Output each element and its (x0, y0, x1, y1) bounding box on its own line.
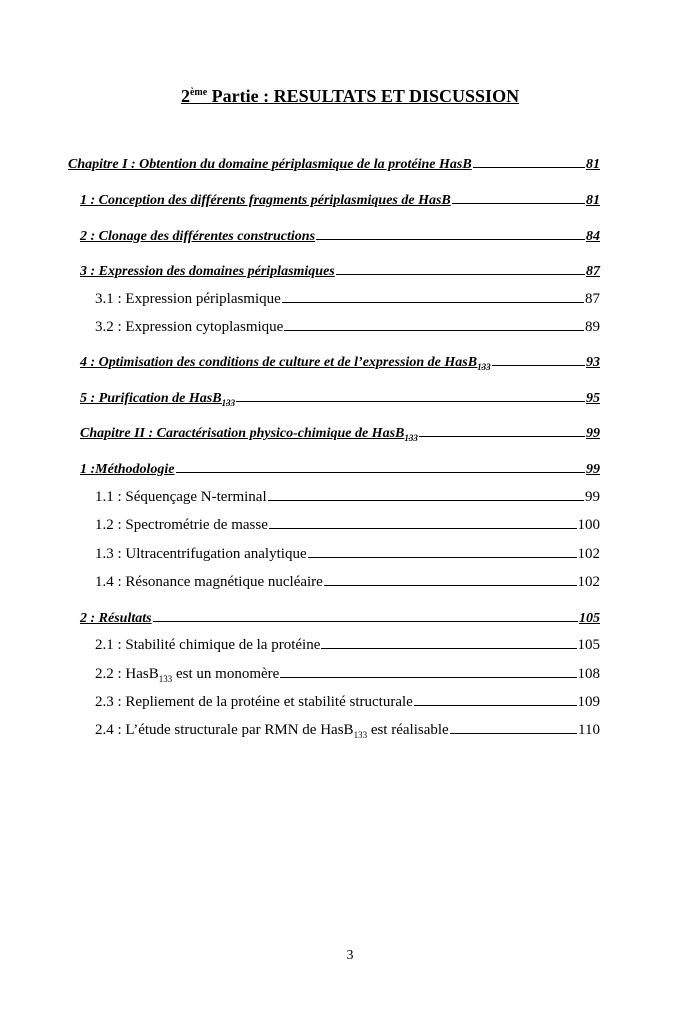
toc-page-number: 108 (577, 666, 600, 682)
toc-entry-text: 2.3 : Repliement de la protéine et stabilité structurale (95, 694, 413, 710)
toc-subsection-1-1[interactable] (95, 486, 600, 506)
toc-subscript: 133 (404, 432, 418, 443)
toc-section-resultats[interactable] (80, 607, 600, 627)
toc-chapter-1[interactable] (68, 153, 600, 173)
toc-section-5[interactable] (80, 387, 600, 407)
toc-entry-text: 2 : Résultats (80, 611, 152, 626)
toc-entry-text-after: est réalisable (367, 722, 449, 738)
toc-subsection-3-2[interactable] (95, 316, 600, 336)
toc-section-2[interactable] (80, 225, 600, 245)
toc-subscript: 133 (221, 397, 236, 408)
toc-entry-text: 3.2 : Expression cytoplasmique (95, 319, 284, 335)
toc-page-number: 99 (585, 489, 600, 505)
toc-leader (153, 607, 578, 622)
toc-entry-text: 3.1 : Expression périplasmique (95, 291, 281, 307)
toc-entry-text: 2.4 : L’étude structurale par RMN de HasB (95, 722, 354, 738)
toc-page-number: 87 (586, 264, 600, 279)
toc-leader (284, 316, 584, 331)
title-text: Partie : RESULTATS ET DISCUSSION (211, 86, 520, 106)
toc-entry-text: Chapitre II : Caractérisation physico-chimique de HasB (80, 426, 405, 441)
toc-page-number: 100 (577, 517, 600, 533)
toc-leader (492, 351, 585, 366)
toc-subscript: 133 (353, 730, 368, 740)
toc-leader (321, 634, 576, 649)
toc-leader (282, 288, 584, 303)
toc-leader (419, 422, 585, 437)
toc-entry-text: 2.2 : HasB (95, 666, 159, 682)
toc-section-4[interactable] (80, 351, 600, 371)
toc-chapter-2[interactable] (80, 422, 600, 442)
toc-page-number: 99 (586, 426, 600, 441)
toc-subsection-2-3[interactable] (95, 691, 600, 711)
toc-page-number: 109 (577, 694, 600, 710)
toc-leader (452, 189, 585, 204)
toc-entry-text: 2 : Clonage des différentes constructions (80, 229, 316, 244)
toc-page-number: 105 (577, 637, 600, 653)
page-number: 3 (346, 948, 354, 963)
toc-subscript: 133 (158, 674, 173, 684)
toc-entry-text: 4 : Optimisation des conditions de culture et de l’expression de HasB (80, 355, 478, 370)
toc-subsection-2-4[interactable] (95, 719, 600, 739)
toc-subsection-1-4[interactable] (95, 571, 600, 591)
toc-entry-text: 1.3 : Ultracentrifugation analytique (95, 546, 307, 562)
toc-subsection-2-1[interactable] (95, 634, 600, 654)
toc-page-number: 95 (586, 391, 600, 406)
toc-entry-text: 3 : Expression des domaines périplasmiques (80, 264, 335, 279)
toc-entry-text: 5 : Purification de HasB (80, 391, 222, 406)
toc-leader (280, 663, 576, 678)
toc-subscript: 133 (477, 361, 491, 372)
page-title (0, 86, 700, 107)
title-part-number: 2 (180, 86, 190, 106)
toc-entry-text: 1.4 : Résonance magnétique nucléaire (95, 574, 323, 590)
toc-leader (336, 260, 585, 275)
toc-subsection-1-2[interactable] (95, 514, 600, 534)
toc-subsection-1-3[interactable] (95, 543, 600, 563)
toc-entry-text: 1.1 : Séquençage N-terminal (95, 489, 267, 505)
toc-page-number: 84 (586, 229, 600, 244)
toc-leader (308, 543, 577, 558)
toc-leader (473, 153, 585, 168)
toc-page-number: 99 (586, 462, 600, 477)
toc-page-number: 89 (585, 319, 600, 335)
toc-section-1[interactable] (80, 189, 600, 209)
toc-entry-text: 1.2 : Spectrométrie de masse (95, 517, 268, 533)
toc-leader (268, 486, 584, 501)
toc-entry-text: 1 : Conception des différents fragments périplasmiques de HasB (80, 193, 451, 208)
toc-page-number: 110 (578, 722, 600, 738)
toc-page-number: 93 (586, 355, 600, 370)
toc-leader (176, 458, 586, 473)
toc-leader (316, 225, 585, 240)
toc-entry-text-after: est un monomère (172, 666, 280, 682)
toc-entry-text: 1 :Méthodologie (80, 462, 175, 477)
toc-leader (236, 387, 585, 402)
toc-subsection-3-1[interactable] (95, 288, 600, 308)
toc-leader (269, 514, 577, 529)
toc-page-number: 105 (579, 611, 600, 626)
toc-page-number: 81 (586, 193, 600, 208)
title-superscript: ème (189, 87, 208, 98)
toc-page-number: 81 (586, 157, 600, 172)
toc-entry-text: 2.1 : Stabilité chimique de la protéine (95, 637, 321, 653)
toc-page-number: 102 (577, 546, 600, 562)
toc-page-number: 87 (585, 291, 600, 307)
toc-leader (414, 691, 577, 706)
toc-section-methodologie[interactable] (80, 458, 600, 478)
toc-leader (450, 719, 577, 734)
toc-section-3[interactable] (80, 260, 600, 280)
toc-page-number: 102 (577, 574, 600, 590)
toc-entry-text: Chapitre I : Obtention du domaine périplasmique de la protéine HasB (68, 157, 472, 172)
toc-leader (324, 571, 577, 586)
toc-subsection-2-2[interactable] (95, 663, 600, 683)
